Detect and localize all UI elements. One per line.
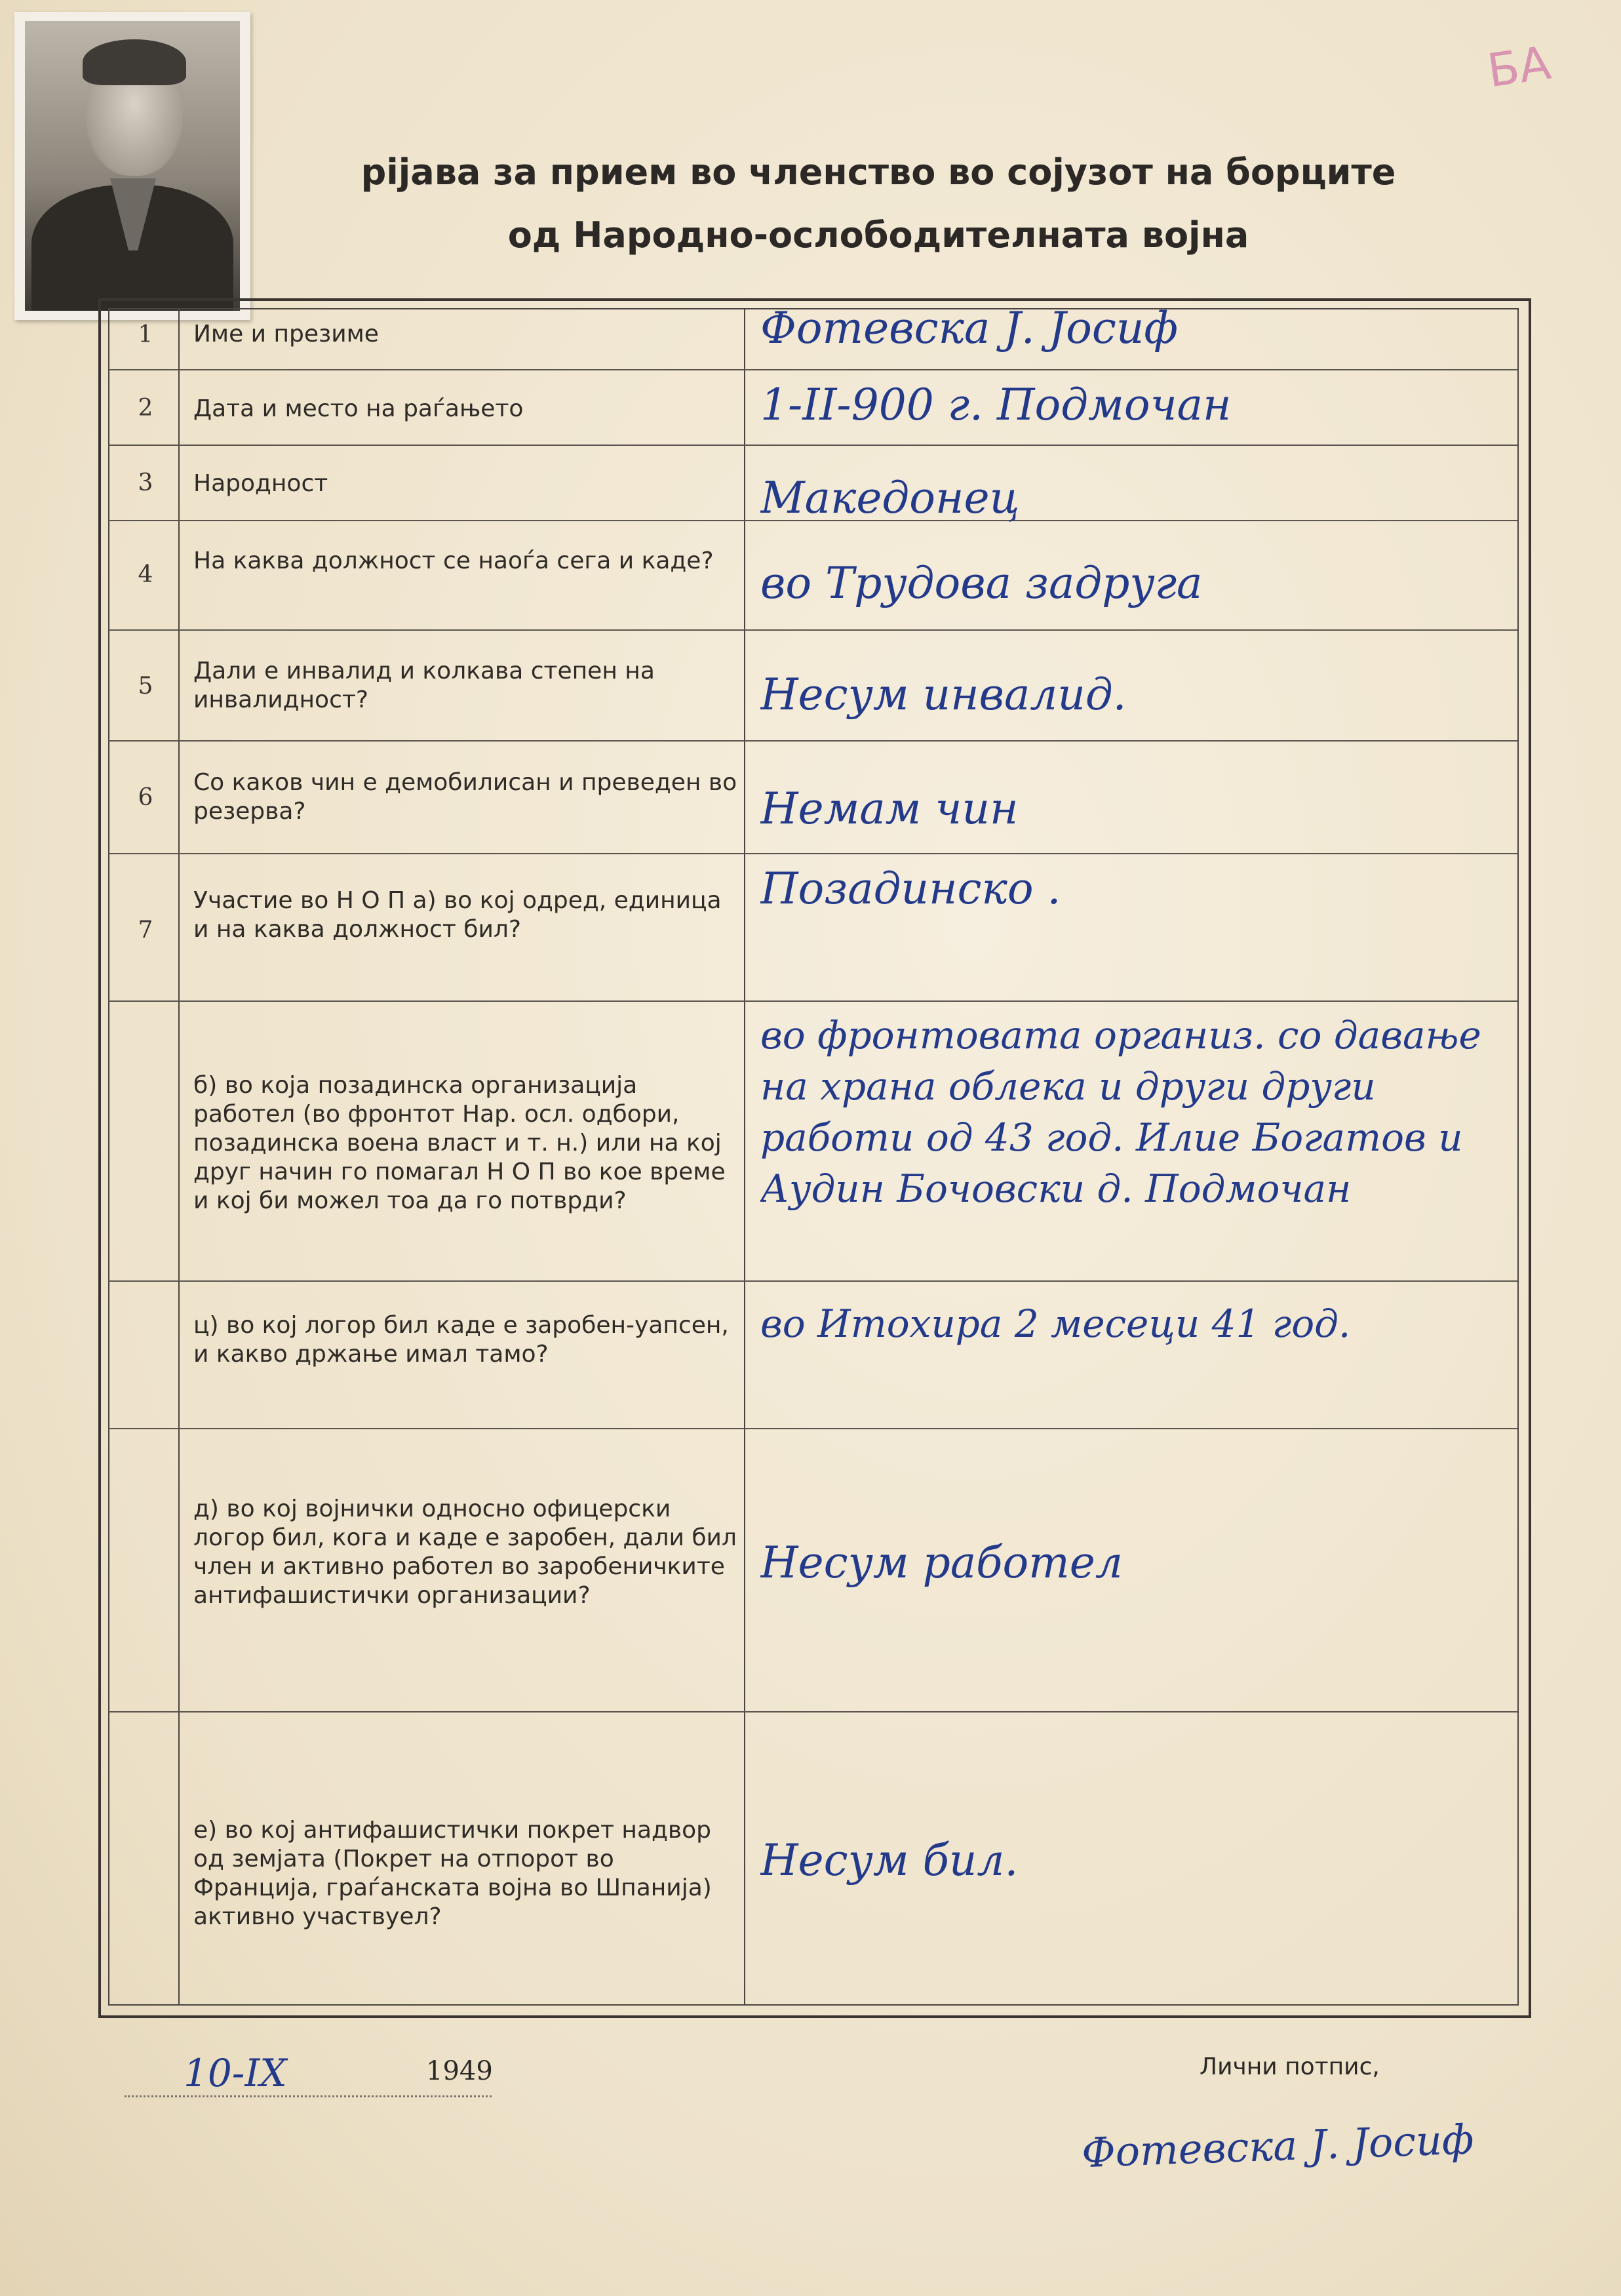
row-number: 1 [138,321,153,348]
row-answer: Македонец [760,473,1020,523]
row-question: Дали е инвалид и колкава степен на инвалидност? [193,658,655,713]
row-number: 7 [138,917,153,943]
row-question: Име и презиме [193,321,379,347]
date-year: 1949 [426,2056,493,2086]
date-dotted-line [125,2095,492,2097]
title-line-2: од Народно-ослободителната војна [507,214,1249,256]
row-question: б) во која позадинска организација работел (во фронтот Нар. осл. одбори, позадинска воена власт и т. н.) или на кој друг начин го помагал Н О П во кое време и кој би можел тоа да го потврди? [193,1072,726,1214]
row-answer: во Трудова задруга [760,559,1203,608]
page-title [262,141,1494,267]
row-question: На каква должност се наоѓа сега и каде? [193,547,714,574]
date-handwritten: 10-IX [184,2051,287,2095]
row-number: 4 [138,561,153,588]
row-answer: во фронтовата организ. со давање на храна облека и други други работи од 43 год. Илие Богатов и Аудин Бочовски д. Подмочан [760,1013,1481,1211]
row-answer: Немам чин [760,784,1019,834]
row-question: е) во кој антифашистички покрет надвор од земјата (Покрет на отпорот во Франција, граѓанската војна во Шпанија) активно участвуел? [193,1817,712,1930]
row-question: Со каков чин е демобилисан и преведен во резерва? [193,769,737,825]
row-answer: Фотевска Ј. Јосиф [760,304,1179,353]
row-question: Дата и место на раѓањето [193,395,524,422]
title-line-1: рijава за прием во членство во сојузот на борците [361,151,1396,193]
portrait-photo [14,12,250,320]
photo-image [25,21,240,311]
row-question: Участие во Н О П а) во кој одред, единица и на каква должност бил? [193,887,722,943]
row-answer: Позадинско . [760,864,1061,914]
row-number: 5 [138,673,153,700]
row-answer: Несум инвалид. [760,670,1127,720]
corner-mark: БА [1484,35,1554,98]
row-question: д) во кој војнички односно офицерски логор бил, кога и каде е заробен, дали бил член и активно работел во заробеничките антифашистички организации? [193,1495,737,1609]
row-number: 6 [138,784,153,811]
row-answer: Несум бил. [760,1836,1019,1886]
signature-label: Лични потпис, [1200,2053,1380,2080]
photo-hair [83,39,186,85]
row-answer: 1-II-900 г. Подмочан [760,380,1232,430]
row-answer: Несум работел [760,1538,1123,1588]
row-number: 2 [138,395,153,422]
row-answer: во Итохира 2 месеци 41 год. [760,1301,1351,1346]
row-question: ц) во кој логор бил каде е заробен-уапсен, и какво држање имал тамо? [193,1312,729,1368]
row-number: 3 [138,469,153,496]
signature: Фотевска Ј. Јосиф [1080,2115,1475,2177]
row-question: Народност [193,470,328,497]
